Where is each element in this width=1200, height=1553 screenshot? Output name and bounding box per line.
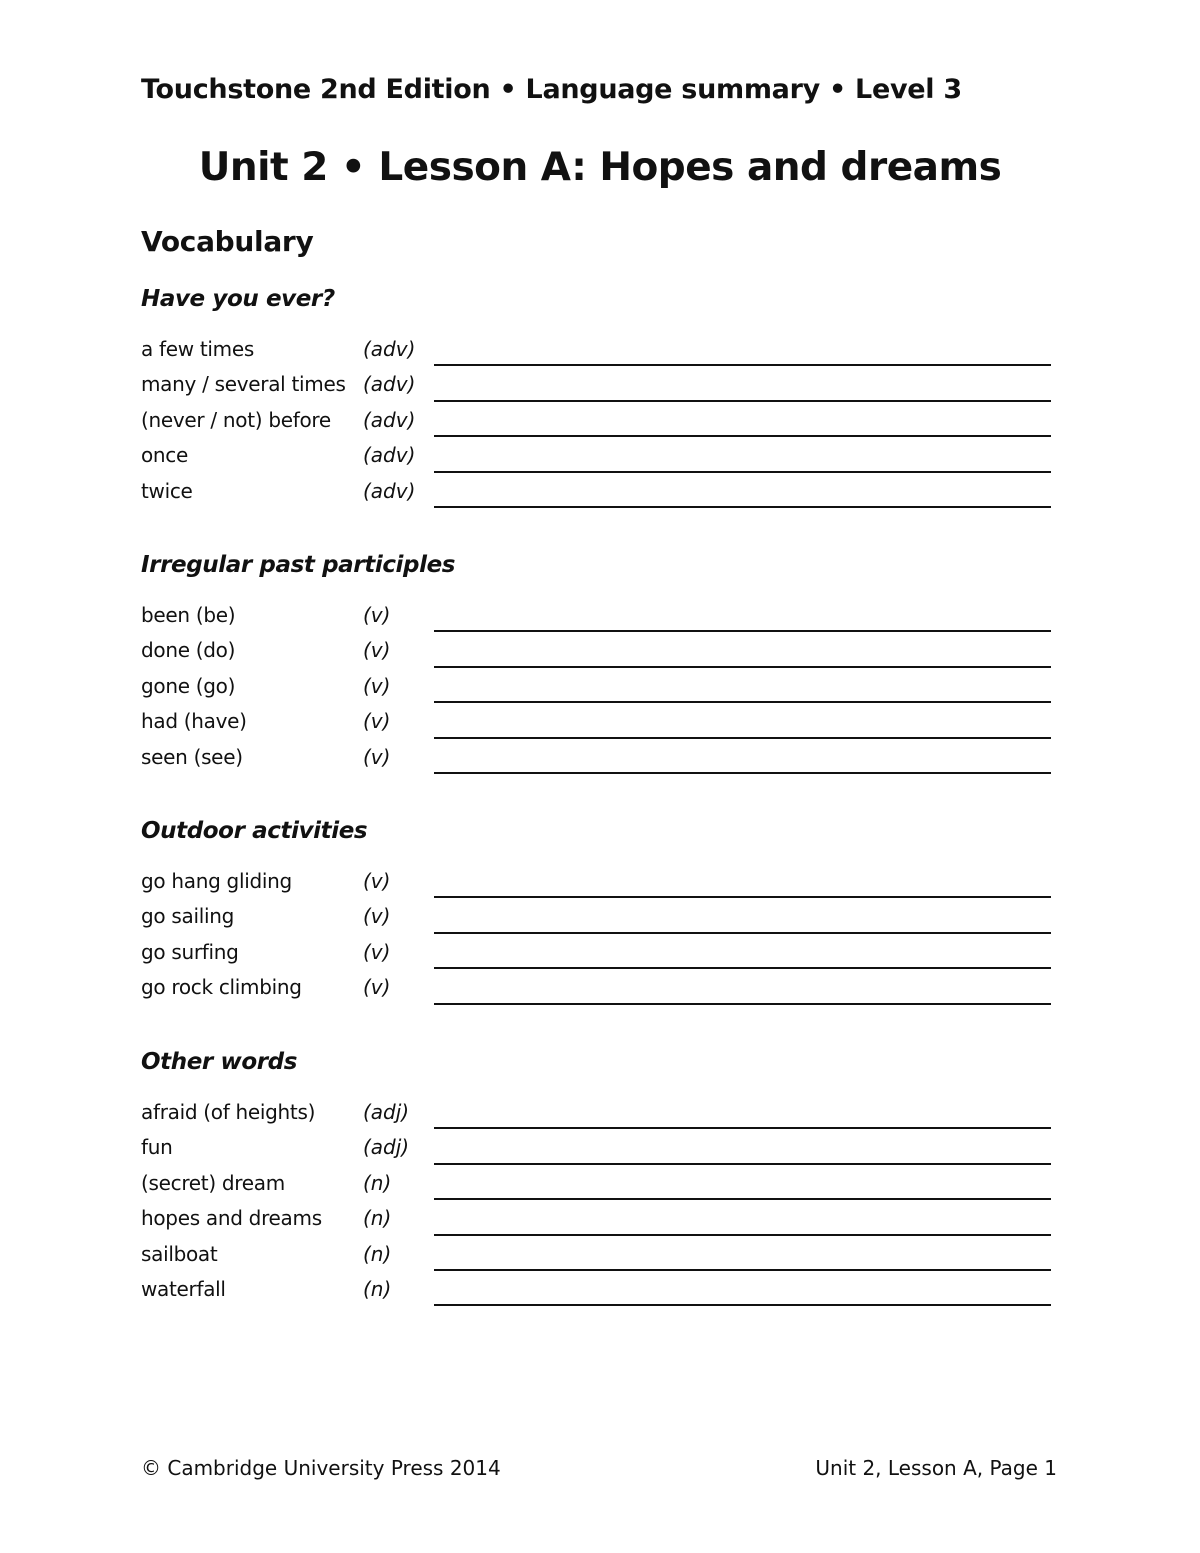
vocab-section-have-you-ever [141,283,1051,511]
answer-line[interactable] [434,1163,1051,1165]
entry-part-of-speech: (v) [363,939,391,964]
vocab-entry [141,972,1051,1007]
vocab-entry [141,937,1051,972]
entry-word: gone (go) [141,673,236,698]
vocab-entry [141,1239,1051,1274]
vocab-entry [141,1097,1051,1132]
entry-part-of-speech: (adj) [363,1135,410,1160]
entry-word: many / several times [141,372,346,397]
entry-part-of-speech: (v) [363,975,391,1000]
answer-line[interactable] [434,967,1051,969]
answer-line[interactable] [434,666,1051,668]
answer-line[interactable] [434,1234,1051,1236]
entry-part-of-speech: (v) [363,673,391,698]
entry-word: go sailing [141,904,235,929]
vocab-section-irregular-past-participles [141,549,1051,777]
answer-line[interactable] [434,737,1051,739]
entry-part-of-speech: (adv) [363,443,416,468]
vocab-entry [141,901,1051,936]
entry-word: sailboat [141,1241,218,1266]
answer-line[interactable] [434,506,1051,508]
subsection-title: Outdoor activities [141,818,368,844]
entry-word: go rock climbing [141,975,302,1000]
vocab-entry [141,369,1051,404]
answer-line[interactable] [434,1269,1051,1271]
answer-line[interactable] [434,471,1051,473]
vocab-entry [141,600,1051,635]
entry-part-of-speech: (adv) [363,478,416,503]
vocabulary-heading: Vocabulary [141,225,314,258]
entry-word: seen (see) [141,744,243,769]
entry-word: once [141,443,189,468]
answer-line[interactable] [434,932,1051,934]
entry-word: a few times [141,337,254,361]
entry-word: waterfall [141,1276,226,1301]
vocab-entry [141,476,1051,511]
entry-part-of-speech: (v) [363,638,391,663]
unit-title: Unit 2 • Lesson A: Hopes and dreams [198,145,1002,190]
entry-part-of-speech: (v) [363,869,391,893]
vocab-entry [141,866,1051,901]
answer-line[interactable] [434,1127,1051,1129]
entry-part-of-speech: (n) [363,1241,392,1266]
entry-word: (never / not) before [141,407,331,432]
vocab-entry [141,1132,1051,1167]
vocab-entry [141,742,1051,777]
answer-line[interactable] [434,701,1051,703]
answer-line[interactable] [434,772,1051,774]
vocab-entry [141,1168,1051,1203]
vocab-entry [141,706,1051,741]
subsection-title: Have you ever? [141,286,335,312]
vocab-entry [141,671,1051,706]
entry-part-of-speech: (v) [363,904,391,929]
copyright-footer: © Cambridge University Press 2014 [141,1456,501,1480]
answer-line[interactable] [434,400,1051,402]
entry-word: been (be) [141,603,236,627]
vocab-entry [141,1203,1051,1238]
answer-line[interactable] [434,896,1051,898]
entry-word: fun [141,1135,173,1160]
answer-line[interactable] [434,435,1051,437]
vocab-section-other-words [141,1046,1051,1309]
entry-part-of-speech: (n) [363,1276,392,1301]
vocab-entry [141,405,1051,440]
vocab-entry [141,635,1051,670]
entry-word: twice [141,478,193,503]
vocab-entry [141,440,1051,475]
answer-line[interactable] [434,1198,1051,1200]
entry-part-of-speech: (v) [363,744,391,769]
answer-line[interactable] [434,1003,1051,1005]
vocab-entry [141,1274,1051,1309]
answer-line[interactable] [434,364,1051,366]
answer-line[interactable] [434,1304,1051,1306]
vocab-section-outdoor-activities [141,815,1051,1008]
entry-word: (secret) dream [141,1170,285,1195]
vocab-entry [141,334,1051,369]
answer-line[interactable] [434,630,1051,632]
entry-word: afraid (of heights) [141,1100,316,1124]
entry-part-of-speech: (adv) [363,407,416,432]
page-reference-footer: Unit 2, Lesson A, Page 1 [815,1456,1057,1480]
series-header: Touchstone 2nd Edition • Language summary • Level 3 [141,74,962,105]
entry-part-of-speech: (n) [363,1170,392,1195]
entry-part-of-speech: (adj) [363,1100,410,1124]
entry-part-of-speech: (v) [363,709,391,734]
entry-part-of-speech: (adv) [363,372,416,397]
subsection-title: Irregular past participles [141,552,456,578]
entry-word: go hang gliding [141,869,292,893]
entry-word: done (do) [141,638,236,663]
subsection-title: Other words [141,1049,298,1075]
entry-word: hopes and dreams [141,1206,322,1231]
entry-part-of-speech: (n) [363,1206,392,1231]
entry-word: had (have) [141,709,247,734]
entry-part-of-speech: (v) [363,603,391,627]
entry-word: go surfing [141,939,239,964]
entry-part-of-speech: (adv) [363,337,416,361]
